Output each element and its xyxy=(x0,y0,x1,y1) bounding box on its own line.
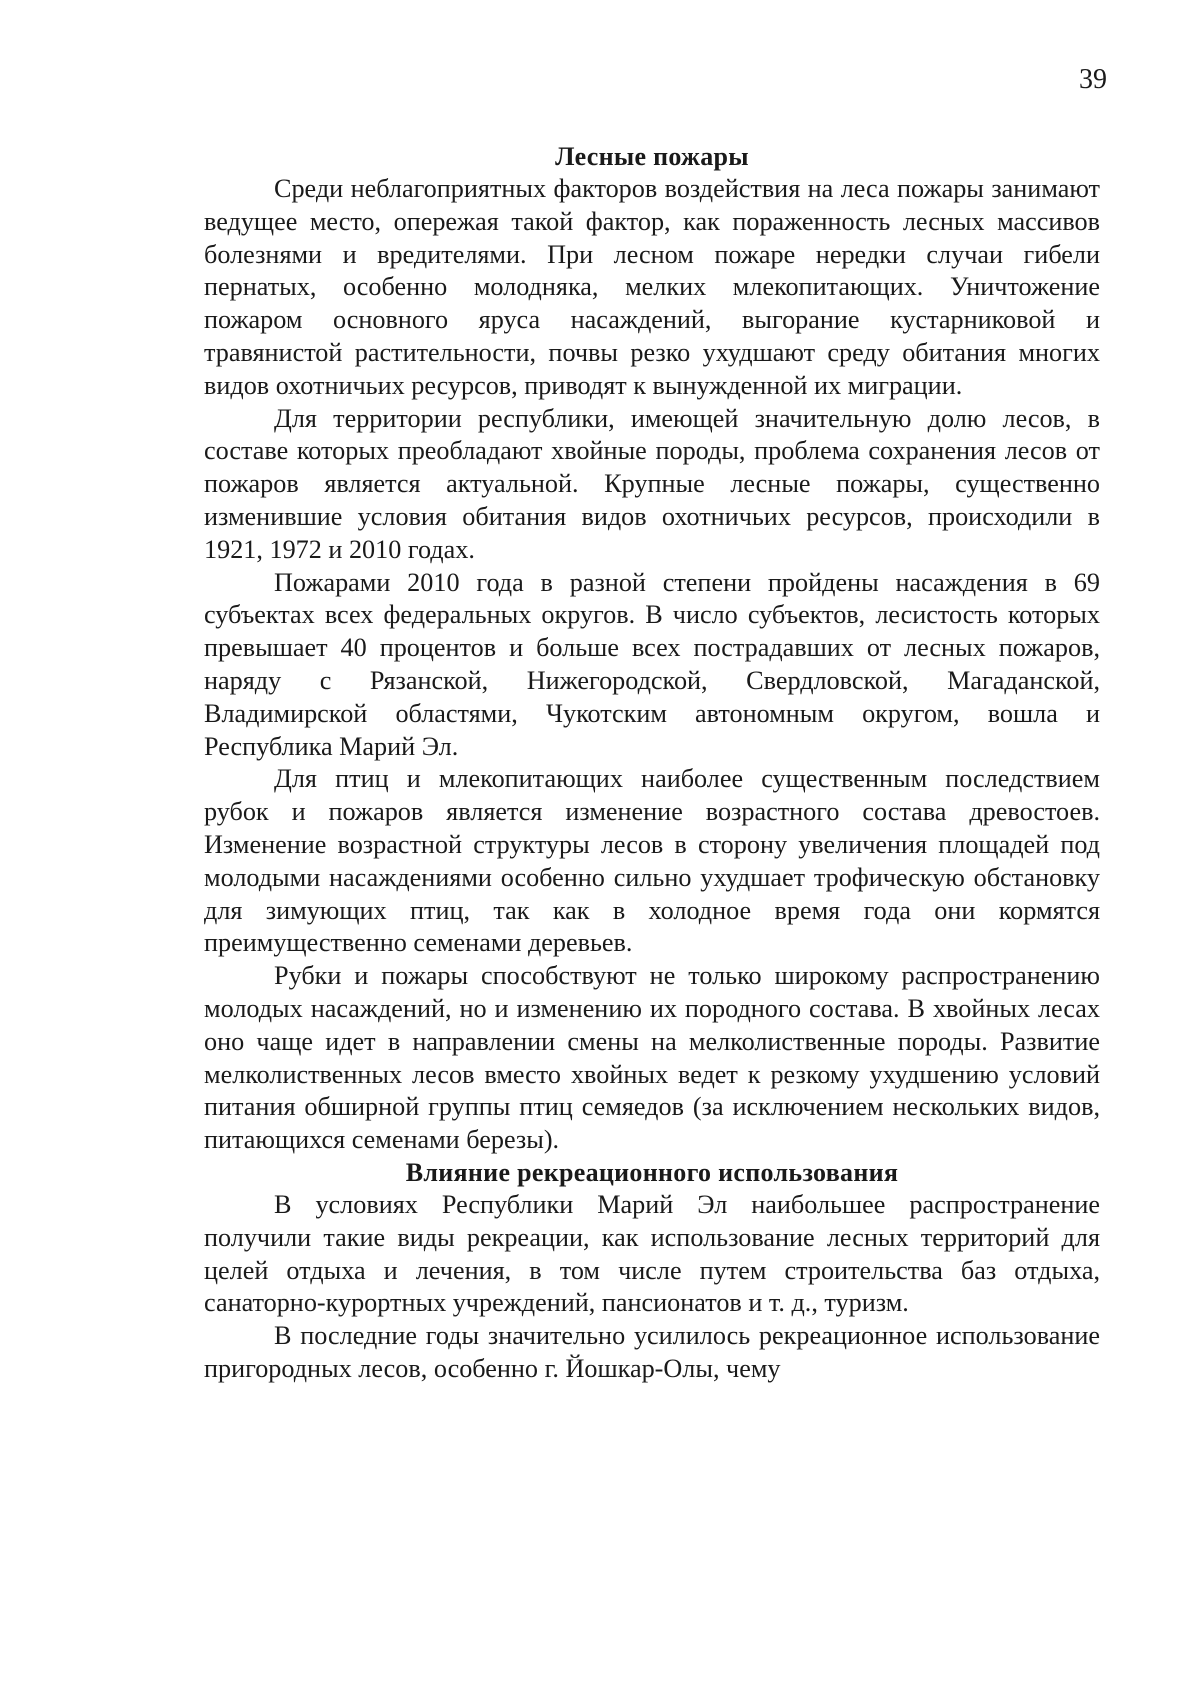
section-heading-recreational-use: Влияние рекреационного использования xyxy=(405,1157,899,1187)
page-number: 39 xyxy=(1079,64,1107,95)
paragraph: В условиях Республики Марий Эл наибольшее распространение получили такие виды рекреации, как использование лесных территорий для целей отдыха и лечения, в том числе путем строительства баз отдыха, санаторно-курортных учреждений, пансионатов и т. д., туризм. xyxy=(204,1189,1100,1318)
paragraph: Рубки и пожары способствуют не только широкому распространению молодых насаждений, но и изменению их породного состава. В хвойных лесах оно чаще идет в направлении смены на мелколиственные породы. Развитие мелколиственных лесов вместо хвойных ведет к резкому ухудшению условий питания обширной группы птиц семяедов (за исключением нескольких видов, питающихся семенами березы). xyxy=(204,961,1100,1155)
paragraph: Для территории республики, имеющей значительную долю лесов, в составе которых преобладают хвойные породы, проблема сохранения лесов от пожаров является актуальной. Крупные лесные пожары, существенно изменившие условия обитания видов охотничьих ресурсов, происходили в 1921, 1972 и 2010 годах. xyxy=(204,403,1100,564)
paragraph: Пожарами 2010 года в разной степени пройдены насаждения в 69 субъектах всех федеральных округов. В число субъектов, лесистость которых превышает 40 процентов и больше всех пострадавших от лесных пожаров, наряду с Рязанской, Нижегородской, Свердловской, Магаданской, Владимирской областями, Чукотским автономным округом, вошла и Республика Марий Эл. xyxy=(204,567,1100,761)
document-body xyxy=(204,141,1100,1386)
paragraph: Для птиц и млекопитающих наиболее существенным последствием рубок и пожаров является изменение возрастного состава древостоев. Изменение возрастной структуры лесов в сторону увеличения площадей под молодыми насаждениями особенно сильно ухудшает трофическую обстановку для зимующих птиц, так как в холодное время года они кормятся преимущественно семенами деревьев. xyxy=(204,764,1100,958)
paragraph: Среди неблагоприятных факторов воздействия на леса пожары занимают ведущее место, опережая такой фактор, как пораженность лесных массивов болезнями и вредителями. При лесном пожаре нередки случаи гибели пернатых, особенно молодняка, мелких млекопитающих. Уничтожение пожаром основного яруса насаждений, выгорание кустарниковой и травянистой растительности, почвы резко ухудшают среду обитания многих видов охотничьих ресурсов, приводят к вынужденной их миграции. xyxy=(204,174,1100,400)
section-heading-forest-fires: Лесные пожары xyxy=(555,142,749,171)
paragraph: В последние годы значительно усилилось рекреационное использование пригородных лесов, особенно г. Йошкар-Олы, чему xyxy=(204,1321,1100,1383)
